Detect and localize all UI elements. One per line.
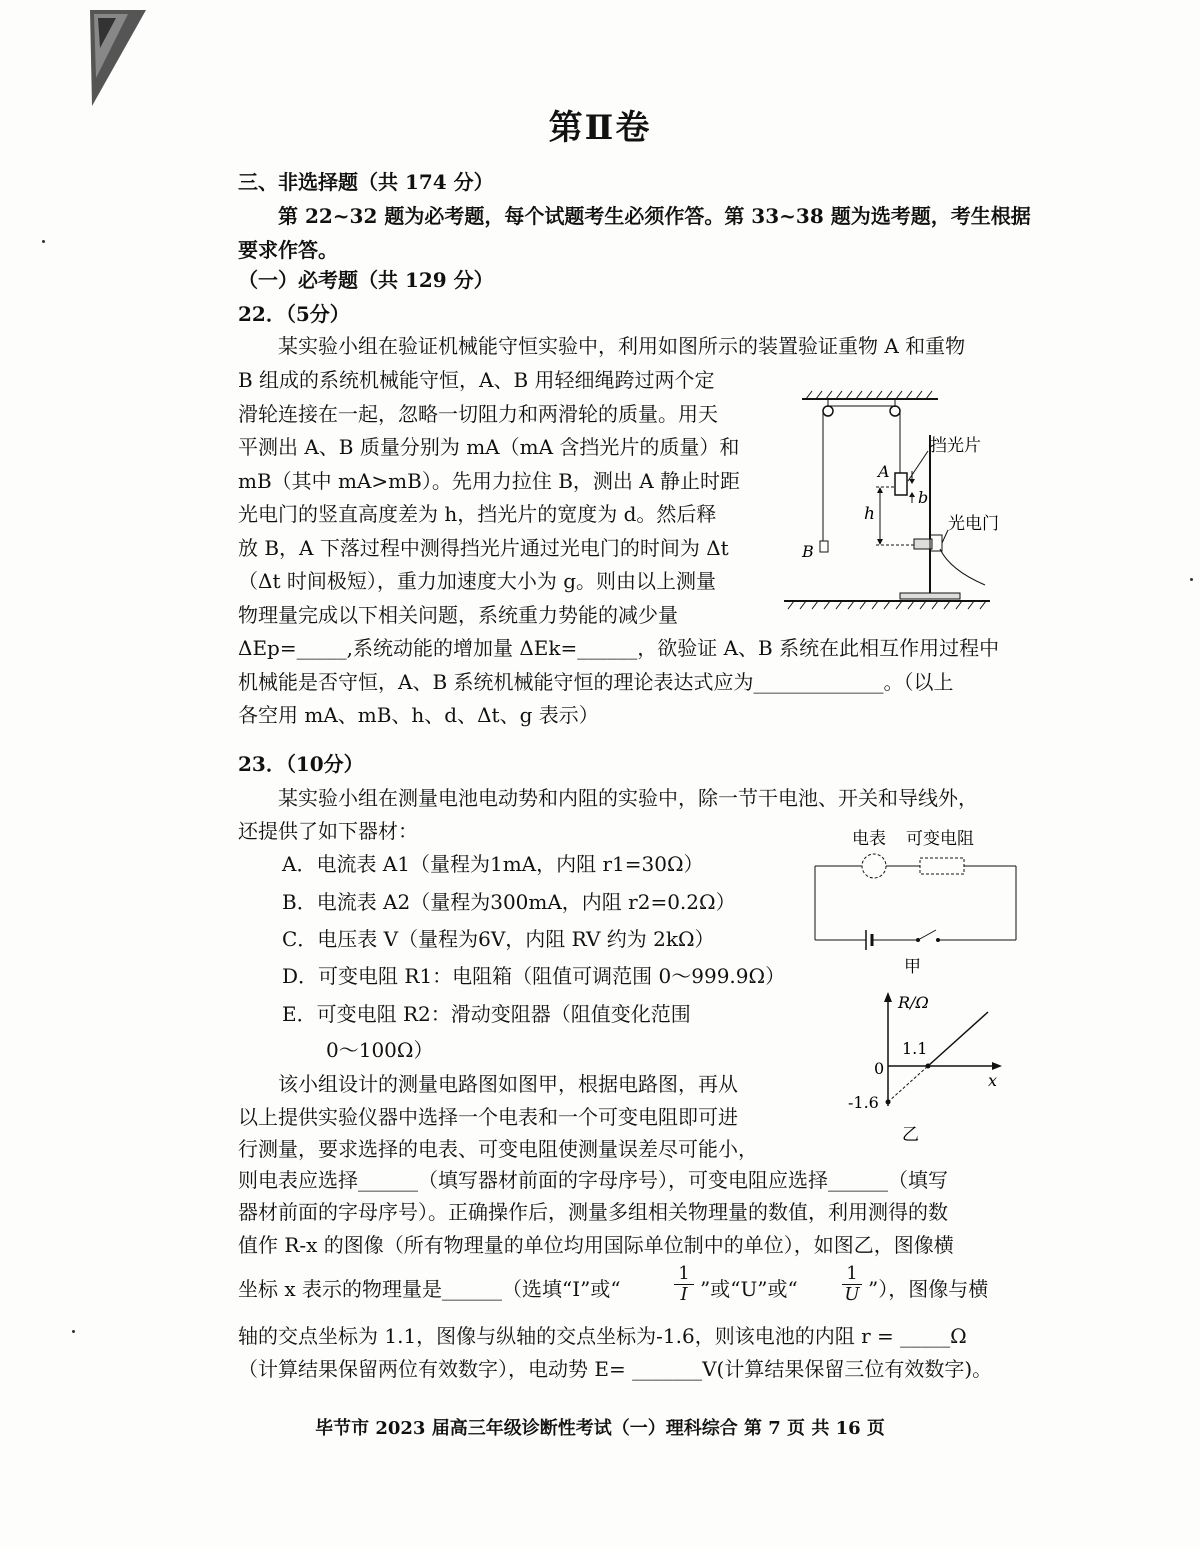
question-23-text: 值作 R-x 的图像（所有物理量的单位均用国际单位制中的单位），如图乙，图像横	[238, 1233, 954, 1257]
section-heading: 三、非选择题（共 174 分）	[238, 170, 494, 194]
switch-symbol	[918, 930, 936, 940]
label-photogate: 光电门	[948, 514, 999, 534]
question-23-text: 还提供了如下器材：	[238, 819, 418, 843]
label-b: b	[918, 488, 929, 507]
question-22-text: 物理量完成以下相关问题，系统重力势能的减少量	[238, 603, 678, 627]
question-22-text: 机械能是否守恒，A、B 系统机械能守恒的理论表达式应为_____________。（以上	[238, 670, 954, 694]
x-intercept-point	[926, 1064, 931, 1069]
fraction-one-over-U	[842, 1264, 862, 1305]
label-shade-plate: 挡光片	[930, 436, 981, 456]
question-22-text: 平测出 A、B 质量分别为 mA（mA 含挡光片的质量）和	[238, 435, 740, 459]
caption-jia: 甲	[904, 957, 921, 977]
scan-dot	[42, 240, 45, 243]
question-23-text: 器材前面的字母序号）。正确操作后，测量多组相关物理量的数值，利用测得的数	[238, 1200, 948, 1224]
fraction-denominator: I	[674, 1284, 694, 1305]
label-variable-resistor: 可变电阻	[906, 829, 974, 849]
r-x-graph-yi	[840, 988, 1010, 1148]
question-23-text: 该小组设计的测量电路图如图甲，根据电路图，再从	[278, 1072, 738, 1096]
equipment-item: 0～100Ω）	[326, 1038, 434, 1062]
question-22-text: 滑轮连接在一起，忽略一切阻力和两滑轮的质量。用天	[238, 402, 718, 426]
question-22-number: 22．（5分）	[238, 302, 350, 326]
graph-line-extrapolated	[888, 1066, 928, 1102]
question-22-text: B 组成的系统机械能守恒，A、B 用轻细绳跨过两个定	[238, 368, 715, 392]
scan-dot	[1190, 578, 1193, 581]
equipment-item: A．电流表 A1（量程为1mA，内阻 r1=30Ω）	[282, 852, 704, 876]
question-23-text: 轴的交点坐标为 1.1，图像与纵轴的交点坐标为-1.6，则该电池的内阻 r = _____Ω	[238, 1324, 967, 1348]
question-23-text: 坐标 x 表示的物理量是______（选填“I”或“	[238, 1277, 621, 1301]
question-22-text: 各空用 mA、mB、h、d、Δt、g 表示）	[238, 703, 599, 727]
question-22-text: ΔEp=_____,系统动能的增加量 ΔEk=______，欲验证 A、B 系统在此相互作用过程中	[238, 636, 1000, 660]
graph-line	[928, 1012, 988, 1066]
question-23-text: 行测量，要求选择的电表、可变电阻使测量误差尽可能小，	[238, 1137, 758, 1161]
origin-label: 0	[874, 1059, 885, 1078]
page-footer: 毕节市 2023 届高三年级诊断性考试（一）理科综合 第 7 页 共 16 页	[315, 1418, 885, 1439]
question-23-text: （计算结果保留两位有效数字），电动势 E= _______V(计算结果保留三位有效数字)。	[238, 1357, 993, 1381]
equipment-item: B．电流表 A2（量程为300mA，内阻 r2=0.2Ω）	[282, 890, 736, 914]
resistor-symbol	[920, 858, 964, 874]
section-intro: 要求作答。	[238, 238, 338, 262]
label-h: h	[864, 504, 875, 524]
question-23-number: 23．（10分）	[238, 752, 364, 776]
question-22-text: 某实验小组在验证机械能守恒实验中，利用如图所示的装置验证重物 A 和重物	[278, 334, 966, 358]
x-intercept-label: 1.1	[902, 1039, 928, 1058]
page-title: 第Ⅱ卷	[548, 108, 652, 148]
fraction-numerator: 1	[846, 1263, 858, 1284]
question-22-text: （Δt 时间极短），重力加速度大小为 g。则由以上测量	[238, 569, 716, 593]
question-22-text: 放 B，A 下落过程中测得挡光片通过光电门的时间为 Δt	[238, 536, 729, 560]
fraction-one-over-I	[674, 1264, 694, 1305]
meter-symbol	[862, 854, 886, 878]
section-intro: 第 22~32 题为必考题，每个试题考生必须作答。第 33~38 题为选考题，考生根据	[278, 204, 1031, 228]
question-23-text: 某实验小组在测量电池电动势和内阻的实验中，除一节干电池、开关和导线外，	[278, 786, 978, 810]
y-intercept-label: -1.6	[848, 1093, 879, 1112]
fraction-denominator: U	[842, 1284, 862, 1305]
equipment-item: D．可变电阻 R1：电阻箱（阻值可调范围 0～999.9Ω）	[282, 964, 786, 988]
y-axis-label: R/Ω	[898, 993, 929, 1012]
sub-heading: （一）必考题（共 129 分）	[238, 268, 494, 292]
scan-corner-artifact	[88, 8, 148, 108]
question-23-text: 则电表应选择______（填写器材前面的字母序号），可变电阻应选择______（填写	[238, 1168, 948, 1192]
equipment-item: C．电压表 V（量程为6V，内阻 RV 约为 2kΩ）	[282, 927, 715, 951]
question-22-text: mB（其中 mA>mB）。先用力拉住 B，测出 A 静止时距	[238, 469, 741, 493]
caption-yi: 乙	[902, 1125, 919, 1145]
question-22-text: 光电门的竖直高度差为 h，挡光片的宽度为 d。然后释	[238, 502, 717, 526]
scan-dot	[72, 1330, 75, 1333]
circuit-diagram-jia	[810, 820, 1020, 985]
label-meter: 电表	[852, 829, 886, 849]
question-23-text: ”），图像与横	[868, 1277, 989, 1301]
question-23-text: 以上提供实验仪器中选择一个电表和一个可变电阻即可进	[238, 1105, 738, 1129]
label-B: B	[802, 542, 814, 561]
equipment-item: E．可变电阻 R2：滑动变阻器（阻值变化范围	[282, 1002, 691, 1026]
pulley-apparatus-figure	[780, 385, 1010, 615]
label-A: A	[878, 462, 890, 481]
question-23-text: ”或“U”或“	[700, 1277, 798, 1301]
fraction-numerator: 1	[678, 1263, 690, 1284]
x-axis-label: x	[988, 1071, 998, 1090]
y-intercept-point	[886, 1100, 891, 1105]
